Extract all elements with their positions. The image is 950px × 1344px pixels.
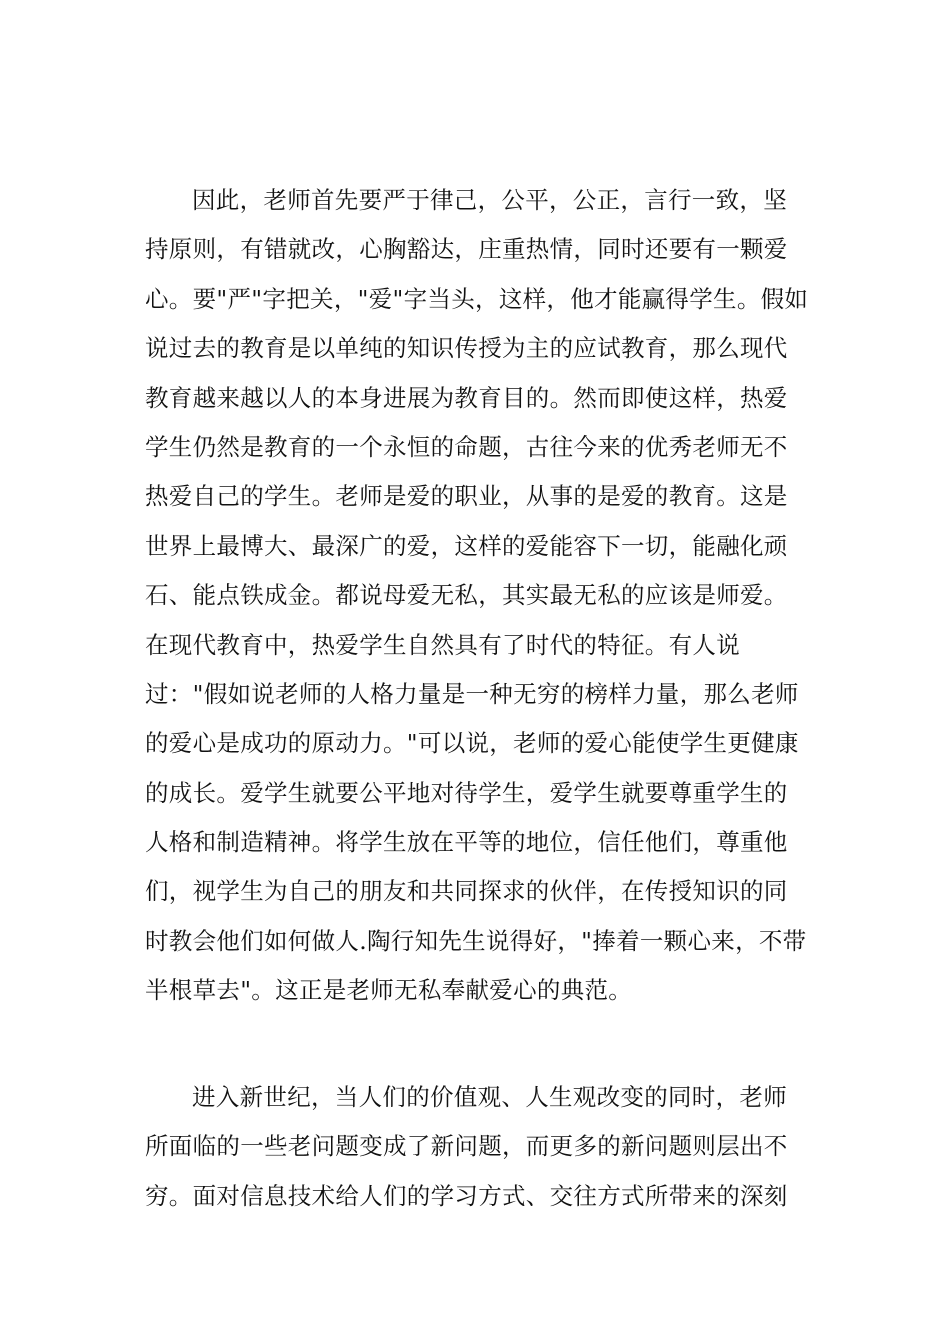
paragraph xyxy=(145,176,810,1016)
text-line: 学生仍然是教育的一个永恒的命题，古往今来的优秀老师无不 xyxy=(145,432,788,461)
text-line: 因此，老师首先要严于律己，公平，公正，言行一致，坚 xyxy=(192,186,787,214)
text-line: 心。要"严"字把关，"爱"字当头，这样，他才能赢得学生。假如 xyxy=(145,284,809,313)
text-line: 在现代教育中，热爱学生自然具有了时代的特征。有人说 xyxy=(145,630,740,659)
text-line: 持原则，有错就改，心胸豁达，庄重热情，同时还要有一颗爱 xyxy=(145,235,788,264)
text-line: 世界上最博大、最深广的爱，这样的爱能容下一切，能融化顽 xyxy=(145,531,788,560)
text-line: 教育越来越以人的本身进展为教育目的。然而即使这样，热爱 xyxy=(145,383,788,412)
text-line: 说过去的教育是以单纯的知识传授为主的应试教育，那么现代 xyxy=(145,334,788,363)
text-line: 的爱心是成功的原动力。"可以说，老师的爱心能使学生更健康 xyxy=(145,729,799,758)
text-line: 石、能点铁成金。都说母爱无私，其实最无私的应该是师爱。 xyxy=(145,581,788,610)
text-line: 进入新世纪，当人们的价值观、人生观改变的同时，老师 xyxy=(192,1083,787,1111)
text-line: 所面临的一些老问题变成了新问题，而更多的新问题则层出不 xyxy=(145,1132,788,1161)
text-line: 时教会他们如何做人.陶行知先生说得好，"捧着一颗心来，不带 xyxy=(145,926,807,955)
paragraph xyxy=(145,1073,810,1221)
text-line: 们，视学生为自己的朋友和共同探求的伙伴，在传授知识的同 xyxy=(145,877,788,906)
text-line: 热爱自己的学生。老师是爱的职业，从事的是爱的教育。这是 xyxy=(145,482,788,511)
text-line: 的成长。爱学生就要公平地对待学生，爱学生就要尊重学生的 xyxy=(145,778,788,807)
text-line: 半根草去"。这正是老师无私奉献爱心的典范。 xyxy=(145,976,633,1005)
text-line: 穷。面对信息技术给人们的学习方式、交往方式所带来的深刻 xyxy=(145,1181,788,1210)
text-line: 人格和制造精神。将学生放在平等的地位，信任他们，尊重他 xyxy=(145,828,788,857)
text-line: 过："假如说老师的人格力量是一种无穷的榜样力量，那么老师 xyxy=(145,679,799,708)
